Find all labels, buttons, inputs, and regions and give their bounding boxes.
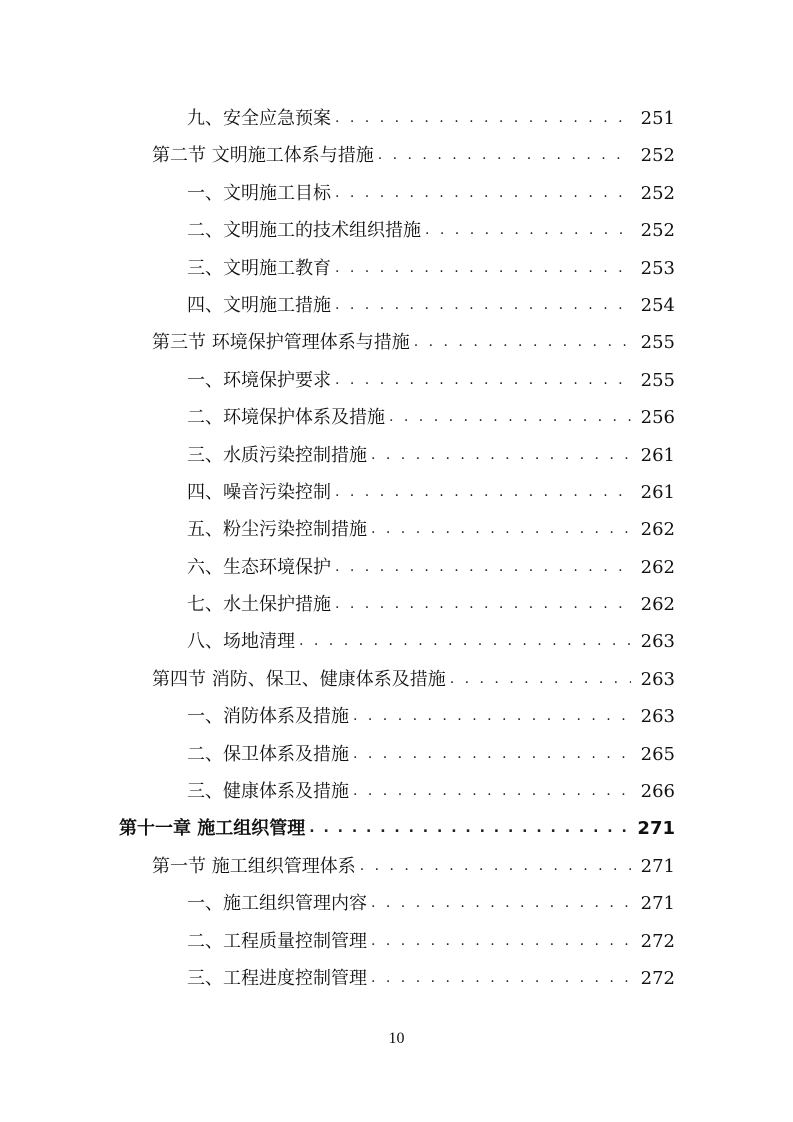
toc-entry-page: 252 (640, 145, 675, 167)
toc-item-entry[interactable] (0, 549, 793, 586)
toc-entry-page: 252 (640, 182, 675, 204)
dot-leader (299, 623, 631, 660)
toc-entry-label: 二、环境保护体系及措施 (187, 407, 385, 429)
dot-leader (353, 773, 631, 810)
dot-leader (371, 511, 631, 548)
toc-entry-page: 251 (640, 108, 675, 129)
dot-leader (371, 437, 631, 474)
toc-entry-page: 262 (640, 594, 675, 616)
toc-item-entry[interactable] (0, 175, 793, 212)
dot-leader (335, 586, 631, 623)
toc-entry-page: 255 (640, 369, 675, 391)
toc-entry-label: 第三节 环境保护管理体系与措施 (152, 332, 410, 354)
toc-item-entry[interactable] (0, 923, 793, 960)
toc-entry-label: 三、工程进度控制管理 (187, 967, 367, 989)
toc-entry-page: 262 (640, 519, 675, 541)
toc-item-entry[interactable] (0, 212, 793, 249)
toc-item-entry[interactable] (0, 623, 793, 660)
dot-leader (425, 212, 631, 249)
dot-leader (335, 250, 631, 287)
toc-item-entry[interactable] (0, 399, 793, 436)
toc-entry-page: 272 (640, 930, 675, 952)
toc-entry-label: 四、文明施工措施 (187, 294, 331, 316)
toc-item-entry[interactable] (0, 511, 793, 548)
toc-item-entry[interactable] (0, 474, 793, 511)
toc-entry-label: 八、场地清理 (187, 631, 295, 653)
toc-item-entry[interactable] (0, 362, 793, 399)
toc-entry-label: 一、施工组织管理内容 (187, 893, 367, 915)
dot-leader (353, 698, 631, 735)
toc-entry-label: 三、水质污染控制措施 (187, 444, 367, 466)
toc-item-entry[interactable] (0, 586, 793, 623)
dot-leader (450, 661, 631, 698)
toc-entry-page: 256 (640, 407, 675, 429)
toc-entry-label: 四、噪音污染控制 (187, 481, 331, 503)
toc-entry-label: 二、保卫体系及措施 (187, 743, 349, 765)
dot-leader (335, 362, 631, 399)
dot-leader (389, 399, 631, 436)
dot-leader (335, 287, 631, 324)
dot-leader (360, 848, 631, 885)
toc-entry-label: 第一节 施工组织管理体系 (152, 855, 356, 877)
toc-entry-page: 254 (640, 294, 675, 316)
toc-item-entry[interactable] (0, 287, 793, 324)
toc-entry-page: 255 (640, 332, 675, 354)
dot-leader (309, 810, 631, 847)
toc-section-entry[interactable] (0, 661, 793, 698)
toc-entry-label: 六、生态环境保护 (187, 556, 331, 578)
toc-entry-page: 263 (640, 668, 675, 690)
toc-entry-page: 263 (640, 706, 675, 728)
page-number: 10 (388, 1030, 405, 1047)
toc-entry-page: 271 (640, 855, 675, 877)
toc-entry-page: 271 (637, 818, 675, 840)
toc-entry-label: 二、文明施工的技术组织措施 (187, 220, 421, 242)
toc-entry-label: 二、工程质量控制管理 (187, 930, 367, 952)
toc-item-entry[interactable] (0, 773, 793, 810)
dot-leader (378, 137, 631, 174)
toc-chapter-entry[interactable] (0, 810, 793, 847)
toc-section-entry[interactable] (0, 324, 793, 361)
toc-entry-page: 266 (640, 781, 675, 803)
toc-entry-label: 三、健康体系及措施 (187, 781, 349, 803)
toc-item-entry[interactable] (0, 960, 793, 997)
toc-entry-label: 七、水土保护措施 (187, 594, 331, 616)
toc-entry-label: 三、文明施工教育 (187, 257, 331, 279)
toc-section-entry[interactable] (0, 137, 793, 174)
toc-item-entry[interactable] (0, 437, 793, 474)
toc-entry-label: 五、粉尘污染控制措施 (187, 519, 367, 541)
toc-item-entry[interactable] (0, 250, 793, 287)
dot-leader (353, 736, 631, 773)
toc-entry-page: 252 (640, 220, 675, 242)
toc-entry-page: 265 (640, 743, 675, 765)
dot-leader (371, 960, 631, 997)
toc-entry-page: 253 (640, 257, 675, 279)
dot-leader (371, 923, 631, 960)
dot-leader (335, 175, 631, 212)
table-of-contents (0, 100, 793, 997)
toc-entry-page: 261 (640, 481, 675, 503)
dot-leader (335, 474, 631, 511)
toc-item-entry[interactable] (0, 885, 793, 922)
toc-entry-page: 261 (640, 444, 675, 466)
toc-item-entry[interactable] (0, 736, 793, 773)
toc-entry-page: 263 (640, 631, 675, 653)
dot-leader (414, 324, 631, 361)
toc-item-entry[interactable] (0, 698, 793, 735)
toc-entry-label: 一、环境保护要求 (187, 369, 331, 391)
toc-item-entry[interactable] (0, 100, 793, 137)
toc-entry-page: 262 (640, 556, 675, 578)
dot-leader (371, 885, 631, 922)
toc-entry-label: 第二节 文明施工体系与措施 (152, 145, 374, 167)
toc-entry-page: 272 (640, 967, 675, 989)
toc-section-entry[interactable] (0, 848, 793, 885)
dot-leader (335, 100, 631, 137)
toc-entry-label: 第十一章 施工组织管理 (119, 818, 306, 840)
toc-entry-label: 第四节 消防、保卫、健康体系及措施 (152, 668, 446, 690)
dot-leader (335, 549, 631, 586)
toc-entry-page: 271 (640, 893, 675, 915)
toc-entry-label: 一、文明施工目标 (187, 182, 331, 204)
toc-entry-label: 九、安全应急预案 (187, 108, 331, 129)
toc-entry-label: 一、消防体系及措施 (187, 706, 349, 728)
